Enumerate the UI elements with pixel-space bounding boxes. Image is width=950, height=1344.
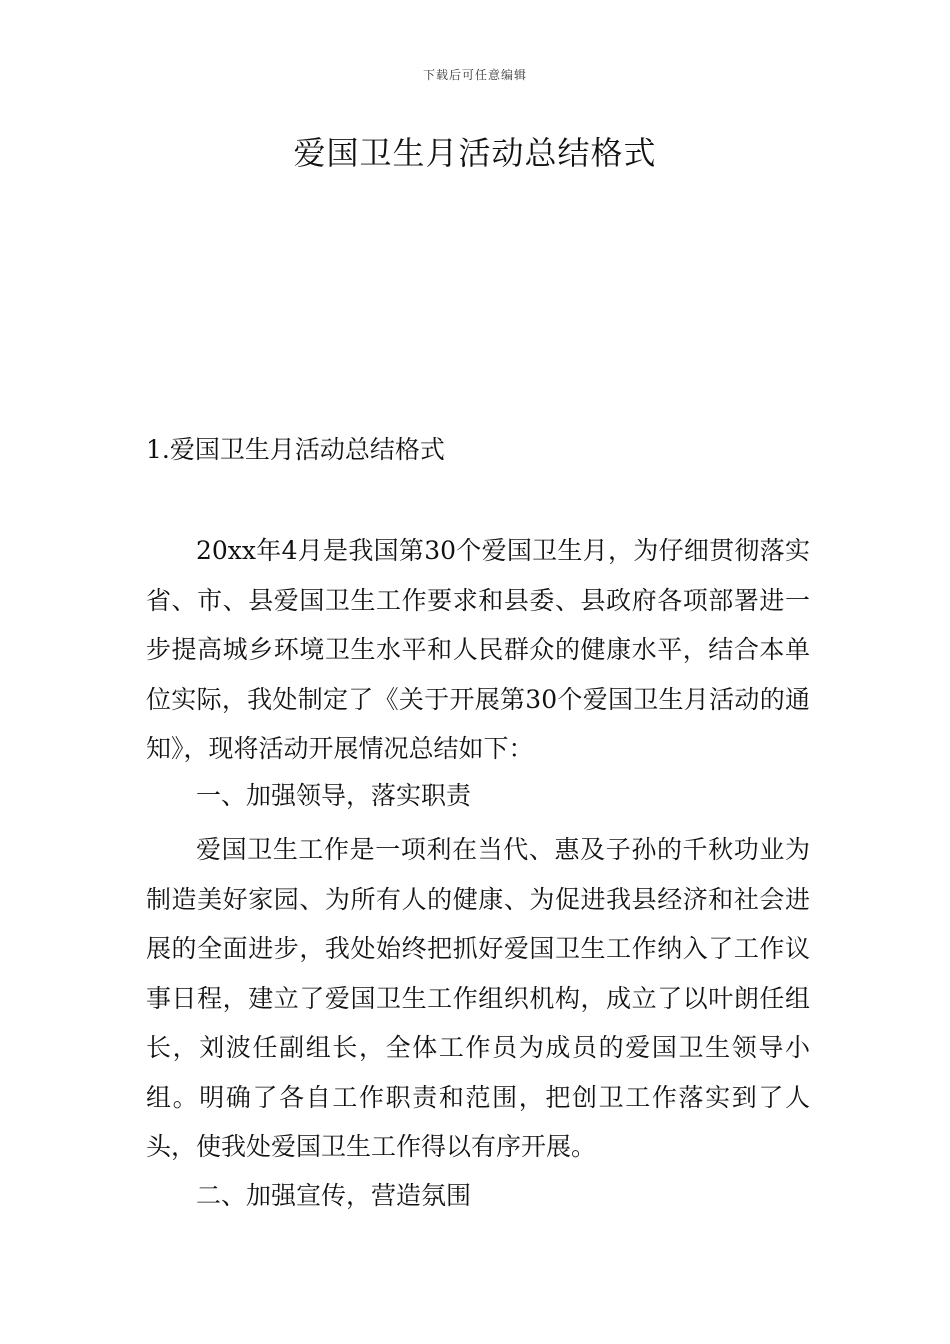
body-block-intro: [146, 526, 810, 774]
section-heading: 1.爱国卫生月活动总结格式: [146, 435, 445, 464]
subheading-publicity: 二、加强宣传，营造氛围: [196, 1181, 472, 1210]
subheading-leadership: 一、加强领导，落实职责: [196, 781, 472, 810]
body-block-leadership: [146, 825, 810, 1172]
paragraph-intro: 20xx年4月是我国第30个爱国卫生月，为仔细贯彻落实省、市、县爱国卫生工作要求和县委、县政府各项部署进一步提高城乡环境卫生水平和人民群众的健康水平，结合本单位实际，我处制定了《关于开展第30个爱国卫生月活动的通知》，现将活动开展情况总结如下：: [146, 536, 810, 763]
paragraph-leadership: 爱国卫生工作是一项利在当代、惠及子孙的千秋功业为制造美好家园、为所有人的健康、为促进我县经济和社会进展的全面进步，我处始终把抓好爱国卫生工作纳入了工作议事日程，建立了爱国卫生工作组织机构，成立了以叶朗任组长，刘波任副组长，全体工作员为成员的爱国卫生领导小组。明确了各自工作职责和范围，把创卫工作落实到了人头，使我处爱国卫生工作得以有序开展。: [146, 835, 810, 1161]
document-title: 爱国卫生月活动总结格式: [293, 134, 657, 172]
header-note: 下载后可任意编辑: [422, 68, 527, 82]
